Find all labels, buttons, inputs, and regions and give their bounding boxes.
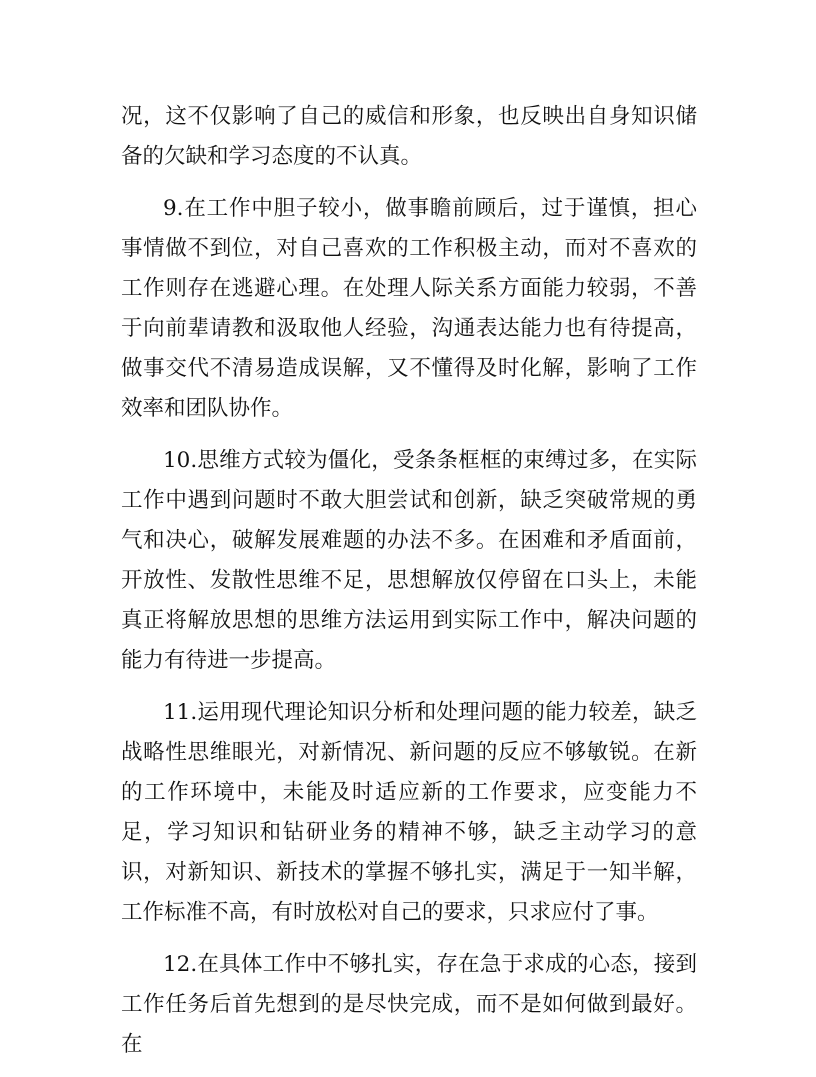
document-page xyxy=(121,97,697,1077)
paragraph-item-9: 9.在工作中胆子较小，做事瞻前顾后，过于谨慎，担心事情做不到位，对自己喜欢的工作积极主动，而对不喜欢的工作则存在逃避心理。在处理人际关系方面能力较弱，不善于向前辈请教和汲取他人经验，沟通表达能力也有待提高，做事交代不清易造成误解，又不懂得及时化解，影响了工作效率和团队协作。 xyxy=(121,196,697,421)
paragraph-item-12: 12.在具体工作中不够扎实，存在急于求成的心态，接到工作任务后首先想到的是尽快完成，而不是如何做到最好。在 xyxy=(121,952,697,1057)
paragraph-continuation: 况，这不仅影响了自己的威信和形象，也反映出自身知识储备的欠缺和学习态度的不认真。 xyxy=(121,104,697,169)
paragraph-item-10: 10.思维方式较为僵化，受条条框框的束缚过多，在实际工作中遇到问题时不敢大胆尝试和创新，缺乏突破常规的勇气和决心，破解发展难题的办法不多。在困难和矛盾面前，开放性、发散性思维不足，思想解放仅停留在口头上，未能真正将解放思想的思维方法运用到实际工作中，解决问题的能力有待进一步提高。 xyxy=(121,448,697,673)
paragraph-item-11: 11.运用现代理论知识分析和处理问题的能力较差，缺乏战略性思维眼光，对新情况、新问题的反应不够敏锐。在新的工作环境中，未能及时适应新的工作要求，应变能力不足，学习知识和钻研业务的精神不够，缺乏主动学习的意识，对新知识、新技术的掌握不够扎实，满足于一知半解，工作标准不高，有时放松对自己的要求，只求应付了事。 xyxy=(121,700,697,925)
